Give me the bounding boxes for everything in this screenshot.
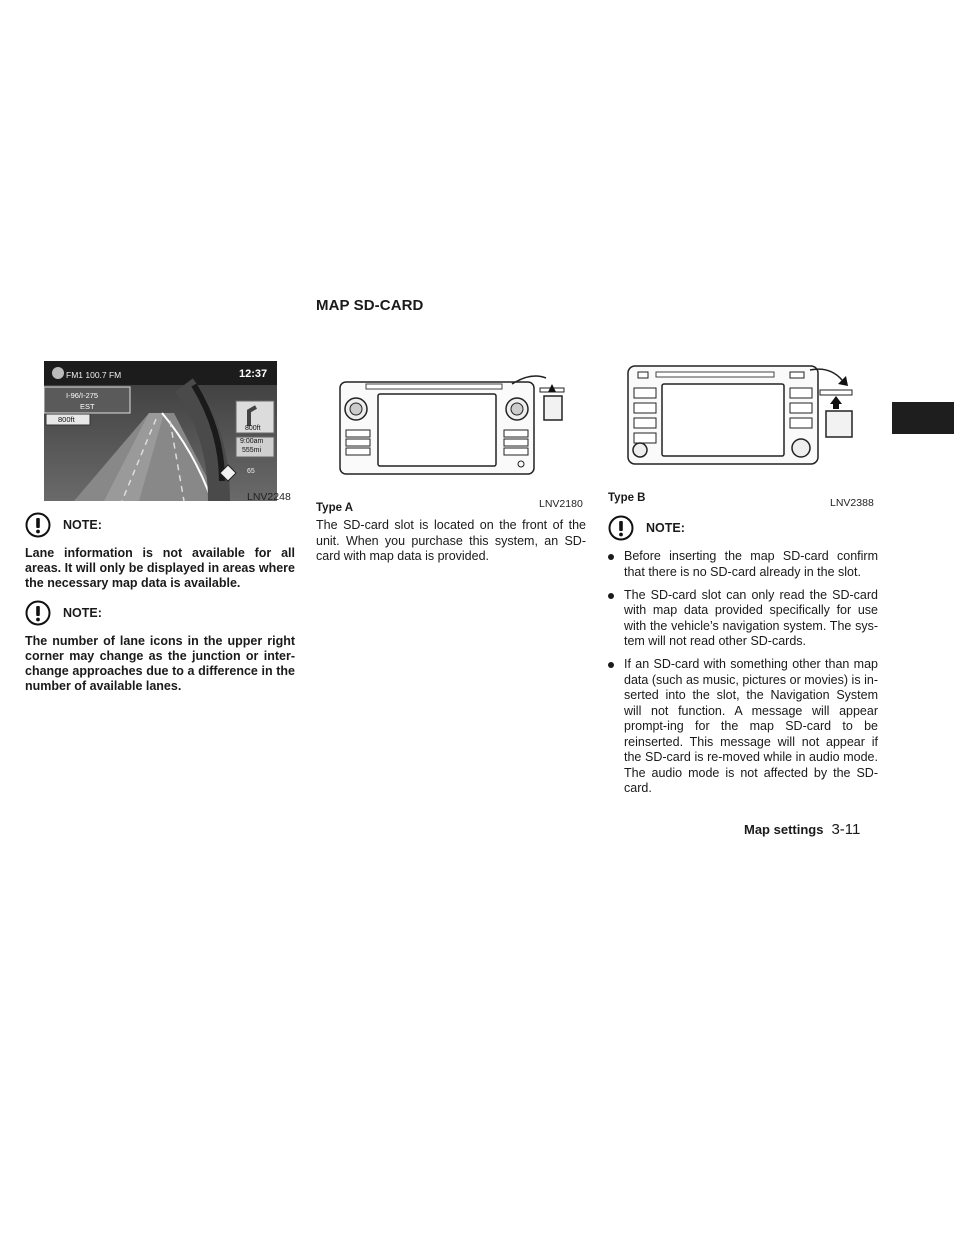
bullet-icon xyxy=(608,593,614,599)
sign-distance: 800ft xyxy=(58,415,75,424)
warning-icon xyxy=(25,600,51,626)
turn-distance: 800ft xyxy=(245,425,261,432)
clock-text: 12:37 xyxy=(239,368,268,380)
bullet-icon xyxy=(608,554,614,560)
page-footer xyxy=(744,821,860,838)
note-heading-text-2: NOTE: xyxy=(63,606,102,620)
speed-text: 65 xyxy=(247,468,255,475)
type-b-unit-figure xyxy=(620,362,876,472)
figure-code-lnv2388: LNV2388 xyxy=(830,497,874,509)
highway-sign-direction: EST xyxy=(80,402,95,411)
note-heading-2 xyxy=(25,600,295,626)
type-a-label: Type A xyxy=(316,502,354,514)
note-heading-text-1: NOTE: xyxy=(63,518,102,532)
note-text-lane-icons: The number of lane icons in the upper right corner may change as the junction or inter-change approaches due to a difference in the number of available lanes. xyxy=(25,634,295,693)
note-heading-text-3: NOTE: xyxy=(646,521,685,535)
lane-guidance-map-illustration xyxy=(44,361,277,501)
bullet-icon xyxy=(608,662,614,668)
chapter-tab xyxy=(892,402,954,434)
page-number: 3-11 xyxy=(831,821,861,838)
note-bullet-list xyxy=(608,549,878,797)
section-title: MAP SD-CARD xyxy=(316,297,424,314)
eta-time: 9:00am xyxy=(240,438,264,445)
list-item: Before inserting the map SD-card confirm that there is no SD-card already in the slot. xyxy=(608,549,878,580)
footer-section-label: Map settings xyxy=(744,822,824,837)
list-item: The SD-card slot can only read the SD-card with map data provided specifically for use with the vehicle’s navigation system. The sys-tem will not read other SD-cards. xyxy=(608,588,878,650)
type-b-label: Type B xyxy=(608,492,646,504)
note-heading-3 xyxy=(608,515,878,541)
type-b-head-unit-illustration xyxy=(620,362,876,472)
highway-sign-route: I-96/I-275 xyxy=(66,391,99,400)
type-a-head-unit-illustration xyxy=(316,368,586,478)
note-heading-1 xyxy=(25,512,295,538)
figure-code-lnv2248: LNV2248 xyxy=(247,491,291,503)
list-item: If an SD-card with something other than map data (such as music, pictures or movies) is in-serted into the slot, the Navigation System will not function. A message will appear prompt-ing for the map SD-card to be reinserted. This message will not appear if the SD-card is re-moved while in audio mode. The audio mode is not affected by the SD-card. xyxy=(608,657,878,797)
left-notes xyxy=(25,512,295,694)
eta-distance: 555mi xyxy=(242,447,262,454)
type-a-unit-figure xyxy=(316,368,586,478)
note-text-lane-info: Lane information is not available for all areas. It will only be displayed in areas where the necessary map data is available. xyxy=(25,546,295,590)
warning-icon xyxy=(25,512,51,538)
figure-code-lnv2180: LNV2180 xyxy=(539,498,583,510)
type-a-description: The SD-card slot is located on the front of the unit. When you purchase this system, an SD-card with map data is provided. xyxy=(316,518,586,563)
right-note xyxy=(608,515,878,804)
navigation-screen-figure xyxy=(44,361,277,501)
warning-icon xyxy=(608,515,634,541)
radio-station-text: FM1 100.7 FM xyxy=(66,370,122,380)
